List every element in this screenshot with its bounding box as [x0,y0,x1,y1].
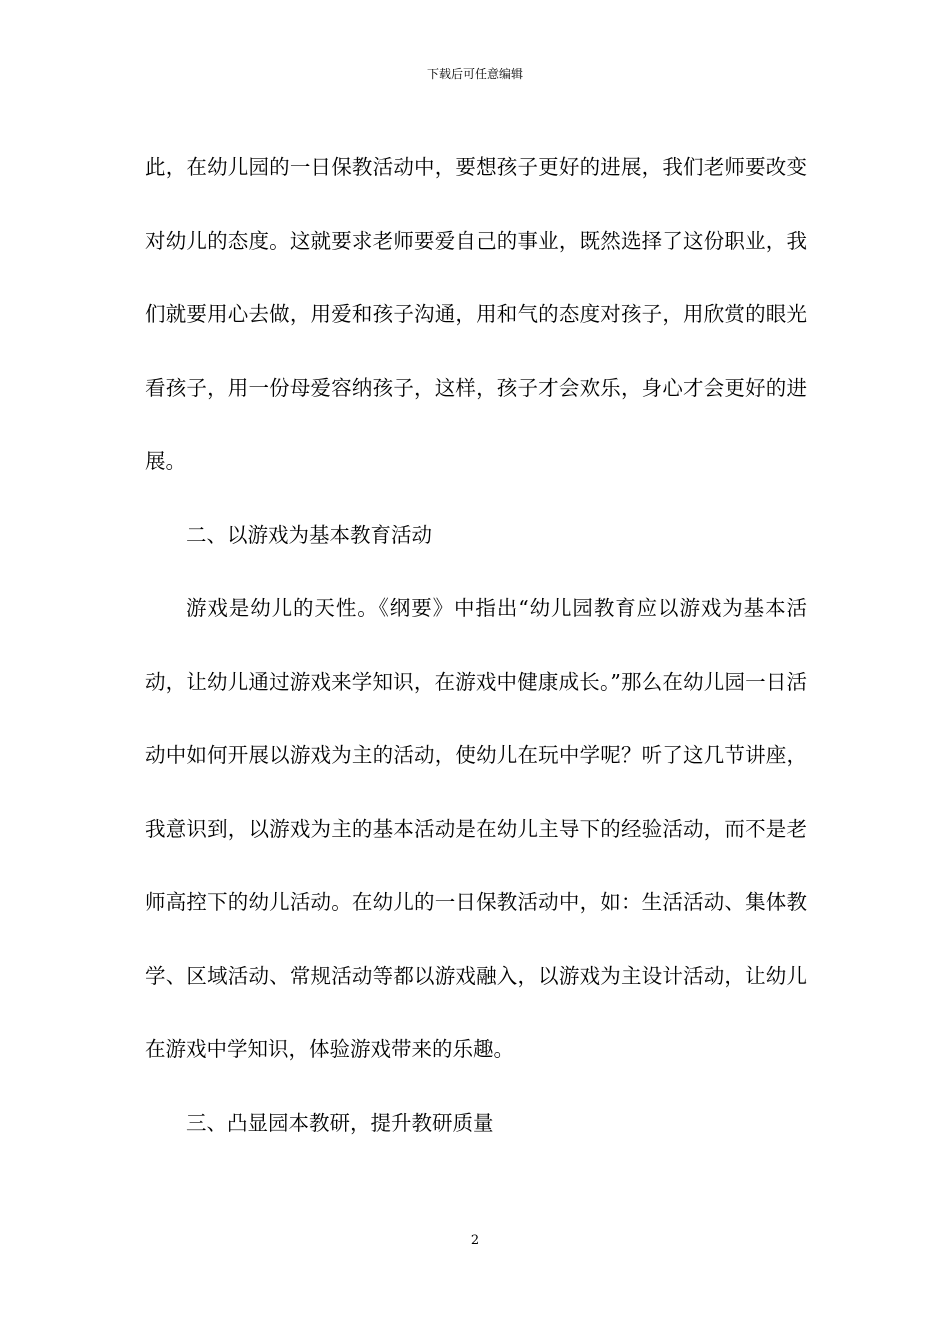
paragraph-continuation: 此，在幼儿园的一日保教活动中，要想孩子更好的进展，我们老师要改变对幼儿的态度。这就要求老师要爱自己的事业，既然选择了这份职业，我们就要用心去做，用爱和孩子沟通，用和气的态度对孩子，用欣赏的眼光看孩子，用一份母爱容纳孩子，这样，孩子才会欢乐，身心才会更好的进展。 [145,155,807,473]
paragraph-games: 游戏是幼儿的天性。《纲要》中指出“幼儿园教育应以游戏为基本活动，让幼儿通过游戏来学知识，在游戏中健康成长。”那么在幼儿园一日活动中如何开展以游戏为主的活动，使幼儿在玩中学呢？听了这几节讲座，我意识到，以游戏为主的基本活动是在幼儿主导下的经验活动，而不是老师高控下的幼儿活动。在幼儿的一日保教活动中，如：生活活动、集体教学、区域活动、常规活动等都以游戏融入，以游戏为主设计活动，让幼儿在游戏中学知识，体验游戏带来的乐趣。 [145,596,807,1061]
section-heading-2: 二、以游戏为基本教育活动 [186,522,432,547]
page-number: 2 [470,1233,480,1248]
page-header: 下载后可任意编辑 [426,67,523,81]
document-body [145,131,807,1160]
section-heading-3: 三、凸显园本教研，提升教研质量 [186,1110,494,1135]
